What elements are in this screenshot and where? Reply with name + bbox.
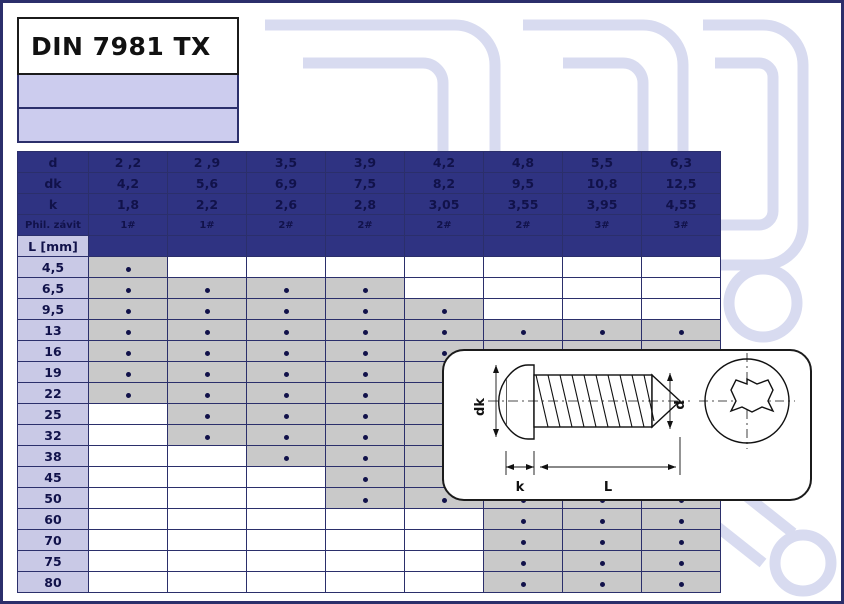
availability-dot bbox=[679, 330, 684, 335]
availability-dot bbox=[442, 351, 447, 356]
label-dk: dk bbox=[473, 398, 488, 416]
availability-dot bbox=[363, 351, 368, 356]
row-header-dk: dk bbox=[18, 173, 89, 194]
avail-cell-5-3 bbox=[326, 362, 405, 383]
cell-dk-7: 12,5 bbox=[642, 173, 721, 194]
avail-cell-12-5 bbox=[484, 509, 563, 530]
availability-dot bbox=[363, 393, 368, 398]
avail-cell-12-1 bbox=[168, 509, 247, 530]
cell-k-3: 2,8 bbox=[326, 194, 405, 215]
availability-dot bbox=[284, 372, 289, 377]
cell-ph-0: 1# bbox=[89, 215, 168, 236]
length-label-15: 80 bbox=[18, 572, 89, 593]
cell-dk-4: 8,2 bbox=[405, 173, 484, 194]
avail-cell-14-0 bbox=[89, 551, 168, 572]
table-row bbox=[18, 215, 721, 236]
avail-cell-3-0 bbox=[89, 320, 168, 341]
avail-cell-15-1 bbox=[168, 572, 247, 593]
avail-cell-13-0 bbox=[89, 530, 168, 551]
cell-lmm-7 bbox=[642, 236, 721, 257]
avail-cell-0-6 bbox=[563, 257, 642, 278]
avail-cell-1-1 bbox=[168, 278, 247, 299]
avail-cell-1-0 bbox=[89, 278, 168, 299]
avail-cell-15-2 bbox=[247, 572, 326, 593]
availability-dot bbox=[363, 372, 368, 377]
avail-cell-6-2 bbox=[247, 383, 326, 404]
avail-cell-8-1 bbox=[168, 425, 247, 446]
row-header-k: k bbox=[18, 194, 89, 215]
avail-cell-9-1 bbox=[168, 446, 247, 467]
length-label-13: 70 bbox=[18, 530, 89, 551]
avail-cell-2-6 bbox=[563, 299, 642, 320]
availability-dot bbox=[205, 435, 210, 440]
avail-cell-0-4 bbox=[405, 257, 484, 278]
availability-dot bbox=[205, 414, 210, 419]
table-row bbox=[18, 320, 721, 341]
avail-cell-9-3 bbox=[326, 446, 405, 467]
availability-dot bbox=[284, 435, 289, 440]
cell-ph-1: 1# bbox=[168, 215, 247, 236]
availability-dot bbox=[679, 582, 684, 587]
avail-cell-14-1 bbox=[168, 551, 247, 572]
avail-cell-13-6 bbox=[563, 530, 642, 551]
availability-dot bbox=[284, 414, 289, 419]
availability-dot bbox=[363, 288, 368, 293]
avail-cell-3-5 bbox=[484, 320, 563, 341]
length-label-4: 16 bbox=[18, 341, 89, 362]
avail-cell-3-3 bbox=[326, 320, 405, 341]
avail-cell-11-3 bbox=[326, 488, 405, 509]
length-label-0: 4,5 bbox=[18, 257, 89, 278]
length-label-2: 9,5 bbox=[18, 299, 89, 320]
table-row bbox=[18, 173, 721, 194]
avail-cell-7-2 bbox=[247, 404, 326, 425]
avail-cell-2-4 bbox=[405, 299, 484, 320]
label-d: d bbox=[673, 400, 688, 410]
avail-cell-14-5 bbox=[484, 551, 563, 572]
length-label-5: 19 bbox=[18, 362, 89, 383]
length-label-9: 38 bbox=[18, 446, 89, 467]
availability-dot bbox=[126, 267, 131, 272]
avail-cell-13-3 bbox=[326, 530, 405, 551]
avail-cell-14-7 bbox=[642, 551, 721, 572]
avail-cell-4-1 bbox=[168, 341, 247, 362]
avail-cell-10-2 bbox=[247, 467, 326, 488]
length-label-14: 75 bbox=[18, 551, 89, 572]
cell-lmm-4 bbox=[405, 236, 484, 257]
avail-cell-4-0 bbox=[89, 341, 168, 362]
cell-k-6: 3,95 bbox=[563, 194, 642, 215]
avail-cell-0-2 bbox=[247, 257, 326, 278]
avail-cell-6-3 bbox=[326, 383, 405, 404]
screw-drawing bbox=[444, 351, 810, 499]
avail-cell-7-3 bbox=[326, 404, 405, 425]
cell-dk-5: 9,5 bbox=[484, 173, 563, 194]
length-label-3: 13 bbox=[18, 320, 89, 341]
avail-cell-14-4 bbox=[405, 551, 484, 572]
availability-dot bbox=[284, 351, 289, 356]
length-label-7: 25 bbox=[18, 404, 89, 425]
availability-dot bbox=[363, 309, 368, 314]
avail-cell-9-2 bbox=[247, 446, 326, 467]
avail-cell-11-0 bbox=[89, 488, 168, 509]
avail-cell-12-7 bbox=[642, 509, 721, 530]
availability-dot bbox=[284, 456, 289, 461]
avail-cell-3-2 bbox=[247, 320, 326, 341]
cell-lmm-6 bbox=[563, 236, 642, 257]
avail-cell-15-7 bbox=[642, 572, 721, 593]
avail-cell-3-7 bbox=[642, 320, 721, 341]
table-row bbox=[18, 551, 721, 572]
cell-dk-1: 5,6 bbox=[168, 173, 247, 194]
cell-k-1: 2,2 bbox=[168, 194, 247, 215]
cell-dk-0: 4,2 bbox=[89, 173, 168, 194]
cell-lmm-3 bbox=[326, 236, 405, 257]
cell-ph-6: 3# bbox=[563, 215, 642, 236]
title-subbox-2 bbox=[17, 109, 239, 143]
avail-cell-11-1 bbox=[168, 488, 247, 509]
availability-dot bbox=[600, 519, 605, 524]
cell-lmm-1 bbox=[168, 236, 247, 257]
avail-cell-3-6 bbox=[563, 320, 642, 341]
availability-dot bbox=[600, 330, 605, 335]
avail-cell-13-4 bbox=[405, 530, 484, 551]
availability-dot bbox=[679, 519, 684, 524]
avail-cell-1-3 bbox=[326, 278, 405, 299]
availability-dot bbox=[126, 330, 131, 335]
avail-cell-2-3 bbox=[326, 299, 405, 320]
availability-dot bbox=[363, 414, 368, 419]
avail-cell-13-5 bbox=[484, 530, 563, 551]
page-title: DIN 7981 TX bbox=[31, 31, 211, 61]
availability-dot bbox=[442, 498, 447, 503]
avail-cell-2-1 bbox=[168, 299, 247, 320]
avail-cell-11-2 bbox=[247, 488, 326, 509]
avail-cell-15-6 bbox=[563, 572, 642, 593]
availability-dot bbox=[205, 393, 210, 398]
cell-dk-2: 6,9 bbox=[247, 173, 326, 194]
cell-ph-7: 3# bbox=[642, 215, 721, 236]
avail-cell-9-0 bbox=[89, 446, 168, 467]
avail-cell-0-3 bbox=[326, 257, 405, 278]
availability-dot bbox=[442, 330, 447, 335]
availability-dot bbox=[521, 330, 526, 335]
availability-dot bbox=[600, 540, 605, 545]
avail-cell-14-6 bbox=[563, 551, 642, 572]
avail-cell-4-3 bbox=[326, 341, 405, 362]
avail-cell-8-3 bbox=[326, 425, 405, 446]
availability-dot bbox=[363, 330, 368, 335]
avail-cell-12-0 bbox=[89, 509, 168, 530]
cell-ph-3: 2# bbox=[326, 215, 405, 236]
availability-dot bbox=[205, 372, 210, 377]
table-row bbox=[18, 236, 721, 257]
cell-d-5: 4,8 bbox=[484, 152, 563, 173]
avail-cell-1-5 bbox=[484, 278, 563, 299]
cell-d-7: 6,3 bbox=[642, 152, 721, 173]
availability-dot bbox=[205, 330, 210, 335]
cell-lmm-0 bbox=[89, 236, 168, 257]
availability-dot bbox=[521, 561, 526, 566]
cell-lmm-2 bbox=[247, 236, 326, 257]
cell-dk-3: 7,5 bbox=[326, 173, 405, 194]
availability-dot bbox=[284, 309, 289, 314]
avail-cell-1-4 bbox=[405, 278, 484, 299]
availability-dot bbox=[205, 288, 210, 293]
availability-dot bbox=[679, 540, 684, 545]
cell-d-6: 5,5 bbox=[563, 152, 642, 173]
table-row bbox=[18, 257, 721, 278]
avail-cell-2-0 bbox=[89, 299, 168, 320]
avail-cell-15-5 bbox=[484, 572, 563, 593]
avail-cell-10-0 bbox=[89, 467, 168, 488]
avail-cell-8-2 bbox=[247, 425, 326, 446]
availability-dot bbox=[521, 540, 526, 545]
cell-ph-5: 2# bbox=[484, 215, 563, 236]
avail-cell-2-5 bbox=[484, 299, 563, 320]
availability-dot bbox=[363, 498, 368, 503]
availability-dot bbox=[126, 351, 131, 356]
row-header-ph: Phil. závit bbox=[18, 215, 89, 236]
label-L: L bbox=[603, 480, 613, 495]
availability-dot bbox=[284, 393, 289, 398]
avail-cell-14-3 bbox=[326, 551, 405, 572]
avail-cell-6-1 bbox=[168, 383, 247, 404]
avail-cell-2-2 bbox=[247, 299, 326, 320]
avail-cell-0-1 bbox=[168, 257, 247, 278]
avail-cell-5-2 bbox=[247, 362, 326, 383]
avail-cell-14-2 bbox=[247, 551, 326, 572]
avail-cell-10-3 bbox=[326, 467, 405, 488]
cell-ph-2: 2# bbox=[247, 215, 326, 236]
avail-cell-0-0 bbox=[89, 257, 168, 278]
cell-k-5: 3,55 bbox=[484, 194, 563, 215]
avail-cell-5-0 bbox=[89, 362, 168, 383]
length-label-11: 50 bbox=[18, 488, 89, 509]
avail-cell-6-0 bbox=[89, 383, 168, 404]
cell-d-3: 3,9 bbox=[326, 152, 405, 173]
cell-d-0: 2 ,2 bbox=[89, 152, 168, 173]
availability-dot bbox=[363, 435, 368, 440]
length-label-12: 60 bbox=[18, 509, 89, 530]
table-row bbox=[18, 278, 721, 299]
avail-cell-13-2 bbox=[247, 530, 326, 551]
availability-dot bbox=[600, 582, 605, 587]
cell-k-4: 3,05 bbox=[405, 194, 484, 215]
table-row bbox=[18, 194, 721, 215]
cell-d-2: 3,5 bbox=[247, 152, 326, 173]
length-label-1: 6,5 bbox=[18, 278, 89, 299]
cell-k-7: 4,55 bbox=[642, 194, 721, 215]
availability-dot bbox=[521, 582, 526, 587]
cell-k-0: 1,8 bbox=[89, 194, 168, 215]
document-title-box bbox=[17, 17, 239, 75]
avail-cell-0-7 bbox=[642, 257, 721, 278]
avail-cell-12-2 bbox=[247, 509, 326, 530]
table-row bbox=[18, 509, 721, 530]
row-header-lmm: L [mm] bbox=[18, 236, 89, 257]
avail-cell-4-2 bbox=[247, 341, 326, 362]
avail-cell-3-4 bbox=[405, 320, 484, 341]
avail-cell-7-1 bbox=[168, 404, 247, 425]
cell-d-1: 2 ,9 bbox=[168, 152, 247, 173]
availability-dot bbox=[363, 456, 368, 461]
availability-dot bbox=[205, 309, 210, 314]
availability-dot bbox=[284, 330, 289, 335]
cell-ph-4: 2# bbox=[405, 215, 484, 236]
table-row bbox=[18, 530, 721, 551]
availability-dot bbox=[126, 393, 131, 398]
avail-cell-15-3 bbox=[326, 572, 405, 593]
length-label-6: 22 bbox=[18, 383, 89, 404]
table-row bbox=[18, 572, 721, 593]
avail-cell-1-6 bbox=[563, 278, 642, 299]
cell-dk-6: 10,8 bbox=[563, 173, 642, 194]
cell-lmm-5 bbox=[484, 236, 563, 257]
availability-dot bbox=[126, 309, 131, 314]
cell-d-4: 4,2 bbox=[405, 152, 484, 173]
availability-dot bbox=[442, 309, 447, 314]
cell-k-2: 2,6 bbox=[247, 194, 326, 215]
availability-dot bbox=[600, 561, 605, 566]
avail-cell-2-7 bbox=[642, 299, 721, 320]
avail-cell-7-0 bbox=[89, 404, 168, 425]
availability-dot bbox=[521, 519, 526, 524]
avail-cell-13-1 bbox=[168, 530, 247, 551]
avail-cell-5-1 bbox=[168, 362, 247, 383]
label-k: k bbox=[515, 480, 525, 495]
avail-cell-15-4 bbox=[405, 572, 484, 593]
avail-cell-1-2 bbox=[247, 278, 326, 299]
table-row bbox=[18, 152, 721, 173]
avail-cell-10-1 bbox=[168, 467, 247, 488]
length-label-10: 45 bbox=[18, 467, 89, 488]
length-label-8: 32 bbox=[18, 425, 89, 446]
row-header-d: d bbox=[18, 152, 89, 173]
avail-cell-13-7 bbox=[642, 530, 721, 551]
availability-dot bbox=[284, 288, 289, 293]
availability-dot bbox=[126, 288, 131, 293]
avail-cell-12-3 bbox=[326, 509, 405, 530]
avail-cell-12-6 bbox=[563, 509, 642, 530]
avail-cell-3-1 bbox=[168, 320, 247, 341]
avail-cell-1-7 bbox=[642, 278, 721, 299]
availability-dot bbox=[679, 561, 684, 566]
screw-drawing-inset bbox=[442, 349, 812, 501]
title-subbox-1 bbox=[17, 75, 239, 109]
availability-dot bbox=[363, 477, 368, 482]
table-row bbox=[18, 299, 721, 320]
avail-cell-12-4 bbox=[405, 509, 484, 530]
avail-cell-8-0 bbox=[89, 425, 168, 446]
availability-dot bbox=[205, 351, 210, 356]
availability-dot bbox=[126, 372, 131, 377]
avail-cell-0-5 bbox=[484, 257, 563, 278]
avail-cell-15-0 bbox=[89, 572, 168, 593]
